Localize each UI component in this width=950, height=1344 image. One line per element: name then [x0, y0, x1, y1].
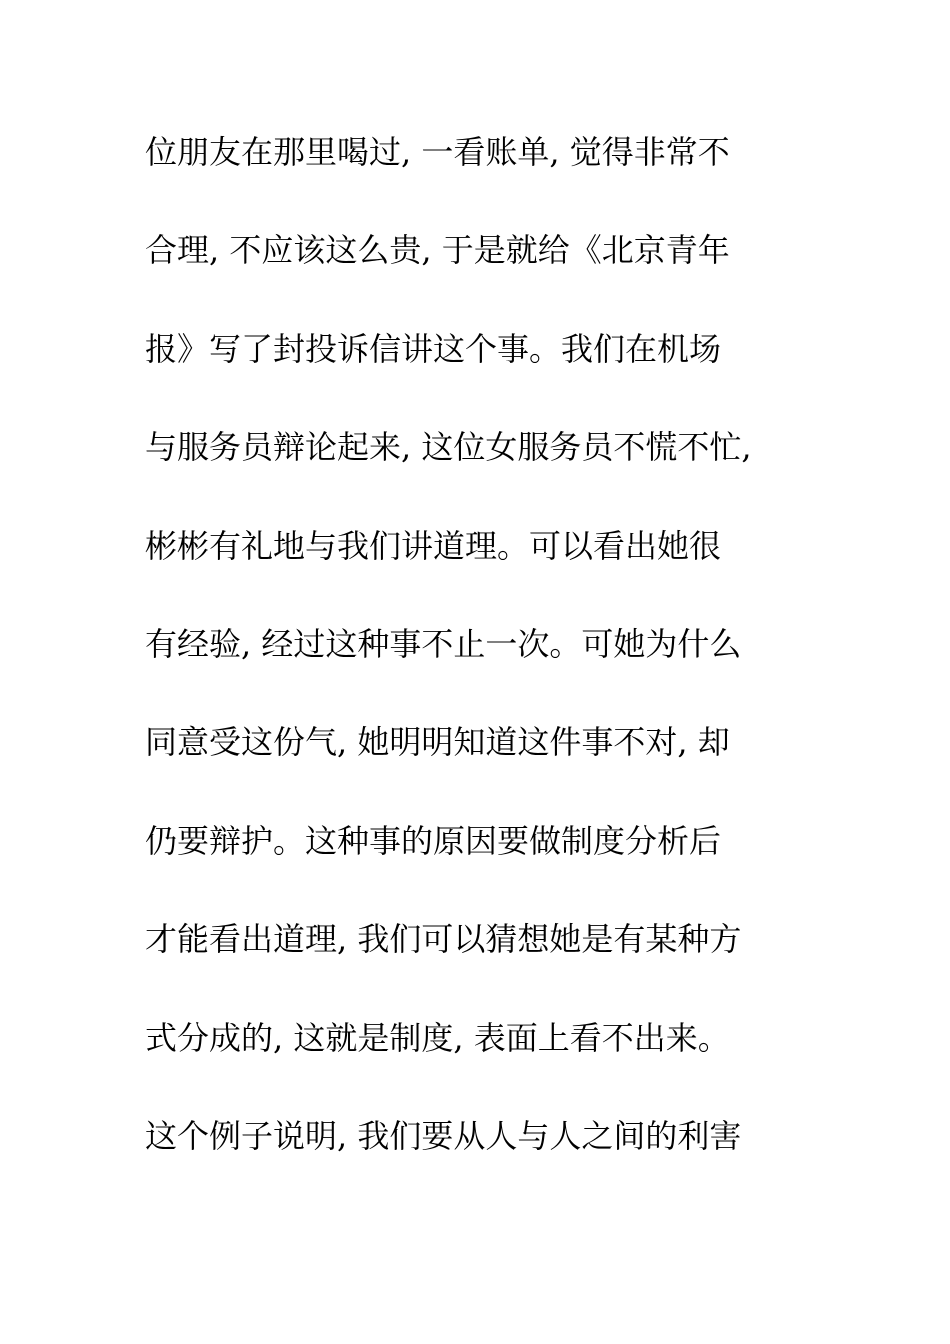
text-line: 才能看出道理, 我们可以猜想她是有某种方 — [145, 920, 742, 959]
text-line: 报》写了封投诉信讲这个事。我们在机场 — [145, 329, 722, 368]
text-line: 式分成的, 这就是制度, 表面上看不出来。 — [145, 1018, 730, 1057]
text-line: 彬彬有礼地与我们讲道理。可以看出她很 — [145, 526, 722, 565]
text-line: 同意受这份气, 她明明知道这件事不对, 却 — [145, 723, 730, 762]
body-text — [145, 122, 825, 1204]
text-line: 位朋友在那里喝过, 一看账单, 觉得非常不 — [145, 133, 730, 171]
text-line: 与服务员辩论起来, 这位女服务员不慌不忙, — [145, 428, 752, 467]
text-line: 合理, 不应该这么贵, 于是就给《北京青年 — [145, 231, 730, 270]
text-line: 仍要辩护。这种事的原因要做制度分析后 — [145, 821, 722, 860]
text-line: 这个例子说明, 我们要从人与人之间的利害 — [145, 1116, 742, 1155]
text-line: 有经验, 经过这种事不止一次。可她为什么 — [145, 624, 742, 663]
